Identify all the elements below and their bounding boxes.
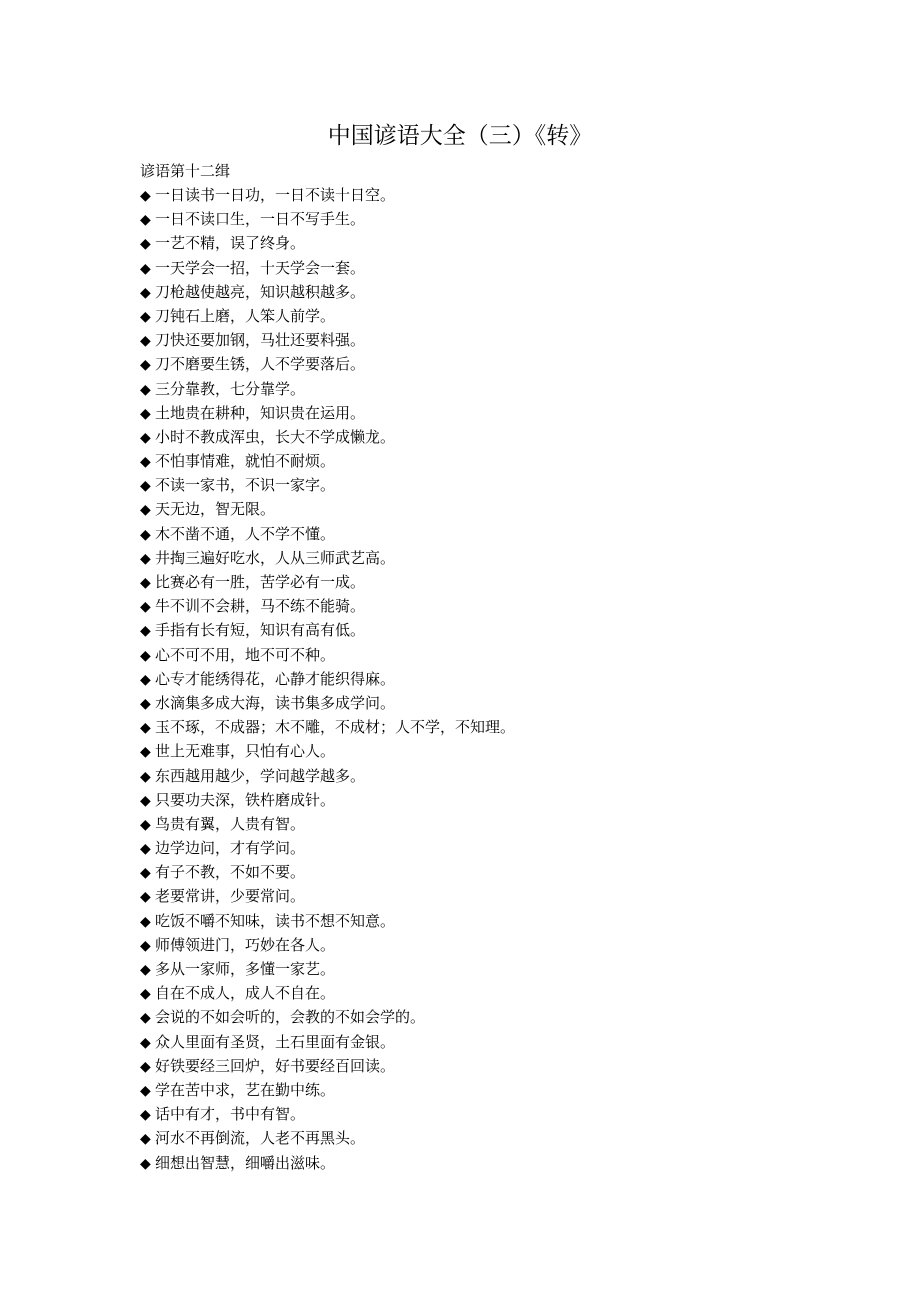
diamond-bullet-icon: ◆ [140, 188, 151, 204]
proverb-text: 自在不成人，成人不自在。 [155, 984, 336, 1003]
diamond-bullet-icon: ◆ [140, 478, 151, 495]
diamond-bullet-icon: ◆ [140, 575, 151, 591]
list-item [140, 1151, 840, 1175]
list-item [140, 643, 840, 667]
section-label: 谚语第十二缉 [140, 162, 231, 180]
proverb-text: 老要常讲，少要常问。 [155, 887, 306, 906]
proverb-text: 刀钝石上磨，人笨人前学。 [155, 306, 336, 325]
proverb-text: 众人里面有圣贤，土石里面有金银。 [155, 1032, 396, 1051]
proverb-text: 比赛必有一胜，苦学必有一成。 [155, 573, 366, 591]
diamond-bullet-icon: ◆ [140, 841, 151, 858]
list-item [140, 231, 840, 255]
list-item [140, 207, 840, 231]
list-item [140, 909, 840, 933]
proverb-text: 刀不磨要生锈，人不学要落后。 [155, 355, 366, 374]
diamond-bullet-icon: ◆ [140, 937, 151, 954]
diamond-bullet-icon: ◆ [140, 284, 151, 301]
list-item [140, 473, 840, 497]
list-item [140, 836, 840, 860]
diamond-bullet-icon: ◆ [140, 720, 151, 737]
proverb-text: 水滴集多成大海，读书集多成学问。 [155, 693, 396, 712]
diamond-bullet-icon: ◆ [140, 816, 151, 833]
proverb-list [140, 183, 840, 1175]
proverb-text: 土地贵在耕种，知识贵在运用。 [155, 403, 366, 422]
list-item [140, 1078, 840, 1102]
list-item [140, 1126, 840, 1150]
diamond-bullet-icon: ◆ [140, 744, 151, 761]
list-item [140, 788, 840, 812]
diamond-bullet-icon: ◆ [140, 1082, 151, 1099]
diamond-bullet-icon: ◆ [140, 986, 151, 1003]
proverb-text: 有子不教，不如不要。 [155, 863, 306, 882]
diamond-bullet-icon: ◆ [140, 599, 151, 616]
list-item [140, 764, 840, 788]
list-item [140, 957, 840, 981]
list-item [140, 522, 840, 546]
proverb-text: 鸟贵有翼，人贵有智。 [155, 814, 306, 833]
proverb-text: 一艺不精，误了终身。 [155, 234, 306, 253]
list-item [140, 981, 840, 1005]
diamond-bullet-icon: ◆ [140, 550, 151, 567]
page-title: 中国谚语大全（三）《转》 [327, 123, 593, 149]
list-item [140, 1054, 840, 1078]
diamond-bullet-icon: ◆ [140, 454, 151, 471]
proverb-text: 牛不训不会耕，马不练不能骑。 [155, 597, 366, 616]
diamond-bullet-icon: ◆ [140, 526, 151, 543]
list-item [140, 884, 840, 908]
diamond-bullet-icon: ◆ [140, 647, 151, 664]
proverb-text: 东西越用越少，学问越学越多。 [155, 766, 366, 785]
diamond-bullet-icon: ◆ [140, 1010, 151, 1027]
proverb-text: 学在苦中求，艺在勤中练。 [155, 1080, 336, 1099]
proverb-text: 手指有长有短，知识有高有低。 [155, 621, 366, 640]
list-item [140, 497, 840, 521]
list-item [140, 667, 840, 691]
proverb-text: 不怕事情难，就怕不耐烦。 [155, 452, 336, 471]
list-item [140, 256, 840, 280]
diamond-bullet-icon: ◆ [140, 1131, 151, 1148]
diamond-bullet-icon: ◆ [140, 236, 151, 253]
list-item [140, 594, 840, 618]
list-item [140, 618, 840, 642]
proverb-text: 会说的不如会听的，会教的不如会学的。 [155, 1008, 426, 1027]
list-item [140, 812, 840, 836]
proverb-text: 好铁要经三回炉，好书要经百回读。 [155, 1056, 396, 1075]
diamond-bullet-icon: ◆ [140, 405, 151, 422]
proverb-text: 三分靠教，七分靠学。 [155, 379, 306, 398]
proverb-text: 吃饭不嚼不知味，读书不想不知意。 [155, 911, 396, 930]
diamond-bullet-icon: ◆ [140, 212, 151, 229]
diamond-bullet-icon: ◆ [140, 623, 151, 640]
proverb-text: 天无边，智无限。 [155, 500, 276, 519]
proverb-text: 一天学会一招，十天学会一套。 [155, 258, 366, 277]
list-item [140, 1030, 840, 1054]
proverb-text: 刀枪越使越亮，知识越积越多。 [155, 282, 366, 301]
proverb-text: 井掏三遍好吃水，人从三师武艺高。 [155, 548, 396, 567]
diamond-bullet-icon: ◆ [140, 792, 151, 809]
diamond-bullet-icon: ◆ [140, 913, 151, 930]
list-item [140, 377, 840, 401]
list-item [140, 304, 840, 328]
proverb-text: 只要功夫深，铁杵磨成针。 [155, 790, 336, 809]
list-item [140, 570, 840, 594]
list-item [140, 860, 840, 884]
diamond-bullet-icon: ◆ [140, 1107, 151, 1124]
list-item [140, 328, 840, 352]
diamond-bullet-icon: ◆ [140, 1155, 151, 1172]
proverb-text: 世上无难事，只怕有心人。 [155, 742, 336, 761]
diamond-bullet-icon: ◆ [140, 962, 151, 978]
proverb-text: 边学边问，才有学问。 [155, 839, 306, 858]
list-item [140, 425, 840, 449]
diamond-bullet-icon: ◆ [140, 1058, 151, 1075]
list-item [140, 1005, 840, 1029]
proverb-text: 师傅领进门，巧妙在各人。 [155, 935, 336, 954]
list-item [140, 715, 840, 739]
proverb-text: 玉不琢，不成器；木不雕，不成材；人不学，不知理。 [155, 718, 516, 737]
proverb-text: 小时不教成浑虫，长大不学成懒龙。 [155, 427, 396, 446]
list-item [140, 546, 840, 570]
list-item [140, 691, 840, 715]
proverb-text: 多从一家师，多懂一家艺。 [155, 960, 336, 978]
list-item [140, 352, 840, 376]
diamond-bullet-icon: ◆ [140, 308, 151, 325]
proverb-text: 河水不再倒流，人老不再黑头。 [155, 1129, 366, 1148]
diamond-bullet-icon: ◆ [140, 695, 151, 712]
proverb-text: 木不凿不通，人不学不懂。 [155, 524, 336, 543]
proverb-text: 一日读书一日功，一日不读十日空。 [155, 186, 396, 204]
list-item [140, 1102, 840, 1126]
diamond-bullet-icon: ◆ [140, 260, 151, 277]
diamond-bullet-icon: ◆ [140, 1034, 151, 1051]
proverb-text: 心专才能绣得花，心静才能织得麻。 [155, 669, 396, 688]
diamond-bullet-icon: ◆ [140, 671, 151, 688]
list-item [140, 183, 840, 207]
proverb-text: 一日不读口生，一日不写手生。 [155, 210, 366, 229]
diamond-bullet-icon: ◆ [140, 381, 151, 398]
proverb-text: 心不可不用，地不可不种。 [155, 645, 336, 664]
diamond-bullet-icon: ◆ [140, 889, 151, 906]
list-item [140, 280, 840, 304]
proverb-text: 不读一家书，不识一家字。 [155, 476, 336, 495]
proverb-text: 话中有才，书中有智。 [155, 1105, 306, 1124]
diamond-bullet-icon: ◆ [140, 357, 151, 374]
list-item [140, 401, 840, 425]
diamond-bullet-icon: ◆ [140, 333, 151, 350]
diamond-bullet-icon: ◆ [140, 502, 151, 519]
proverb-text: 刀快还要加钢，马壮还要料强。 [155, 331, 366, 350]
list-item [140, 933, 840, 957]
list-item [140, 739, 840, 763]
diamond-bullet-icon: ◆ [140, 768, 151, 785]
diamond-bullet-icon: ◆ [140, 865, 151, 882]
proverb-text: 细想出智慧，细嚼出滋味。 [155, 1153, 336, 1172]
list-item [140, 449, 840, 473]
diamond-bullet-icon: ◆ [140, 429, 151, 446]
